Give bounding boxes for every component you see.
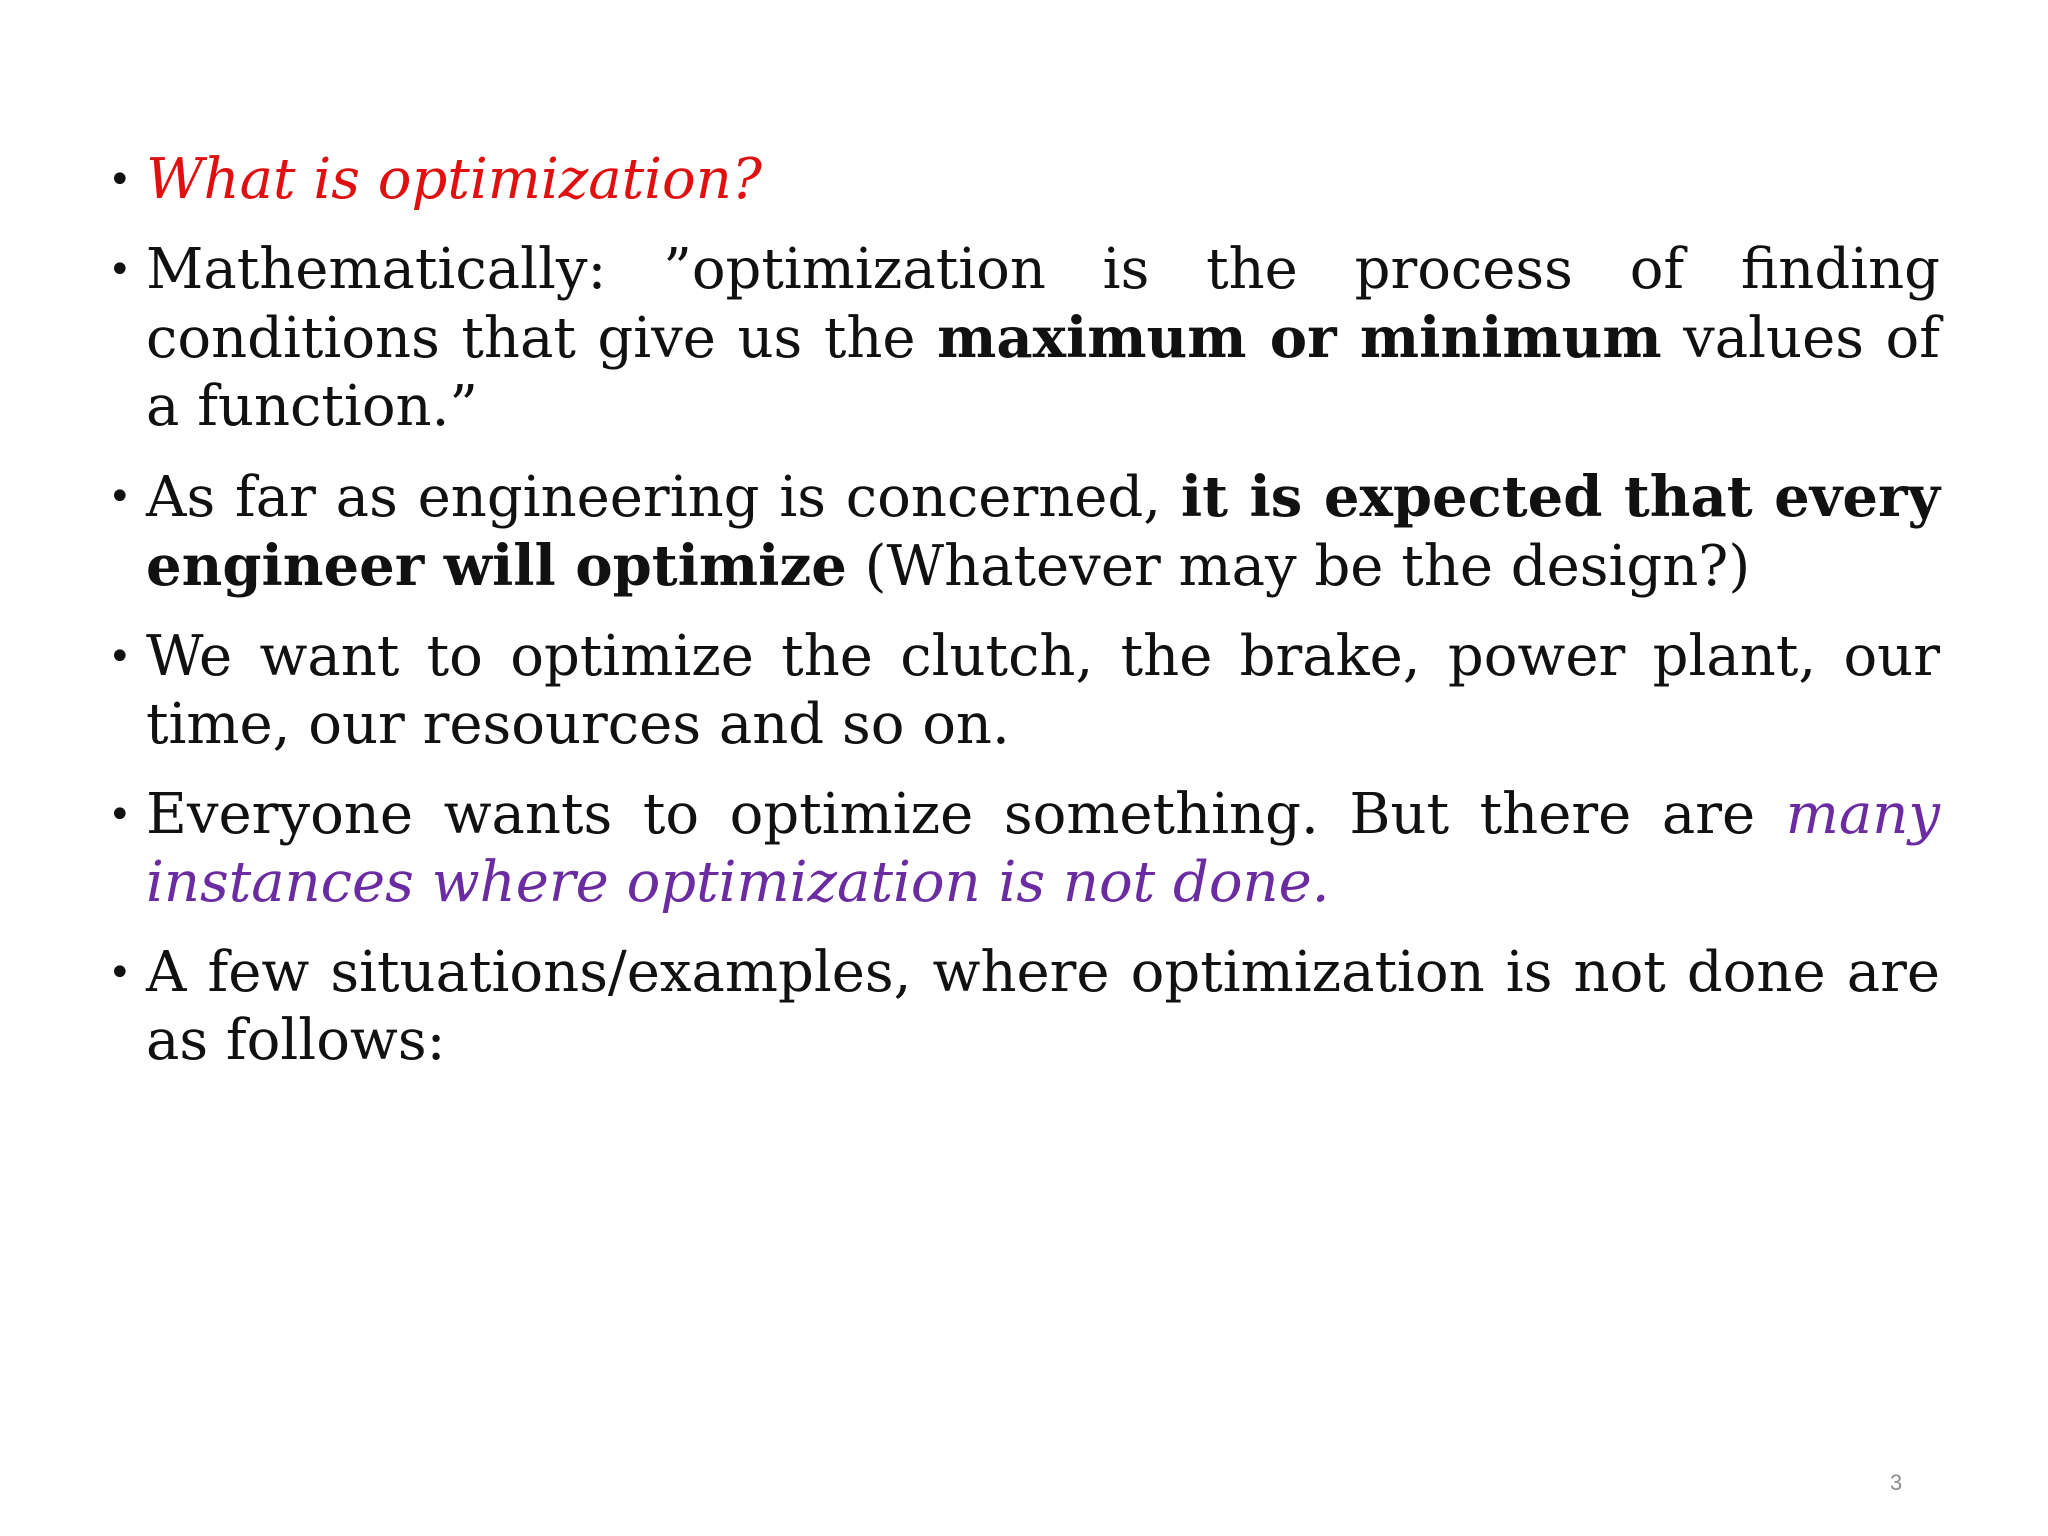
- bullet-dot-icon: •: [108, 474, 132, 520]
- bullet-question-text: What is optimization?: [146, 147, 762, 212]
- bullet-situations-text: A few situations/examples, where optimization is not done are as follows:: [146, 940, 1940, 1073]
- bullet-item-examples: [108, 623, 1940, 759]
- bullet-dot-icon: •: [108, 950, 132, 996]
- bullet-everyone-italic: many instances where optimization is not done.: [146, 782, 1940, 915]
- bullet-everyone-text: Everyone wants to optimize something. But there are: [146, 782, 1786, 847]
- bullet-engineering-bold: it is expected that every engineer will optimize: [146, 464, 1940, 599]
- bullet-item-engineering: [108, 463, 1940, 601]
- bullet-item-situations: [108, 939, 1940, 1075]
- page-number: 3: [1890, 1470, 1903, 1495]
- bullet-item-everyone: [108, 781, 1940, 917]
- bullet-list: [108, 146, 1940, 1097]
- bullet-definition-text-2: values of a function.”: [146, 306, 1940, 439]
- bullet-definition-bold: maximum or minimum: [937, 305, 1662, 371]
- bullet-item-question: [108, 146, 1940, 214]
- bullet-engineering-text-2: (Whatever may be the design?): [846, 534, 1751, 599]
- bullet-definition-text-1: Mathematically: ”optimization is the process of finding conditions that give us the: [146, 237, 1940, 371]
- bullet-dot-icon: •: [108, 792, 132, 838]
- bullet-engineering-text-1: As far as engineering is concerned,: [146, 465, 1181, 530]
- bullet-dot-icon: •: [108, 157, 132, 203]
- bullet-item-definition: [108, 236, 1940, 441]
- bullet-dot-icon: •: [108, 247, 132, 293]
- bullet-dot-icon: •: [108, 634, 132, 680]
- bullet-examples-text: We want to optimize the clutch, the brake, power plant, our time, our resources and so on.: [146, 624, 1940, 757]
